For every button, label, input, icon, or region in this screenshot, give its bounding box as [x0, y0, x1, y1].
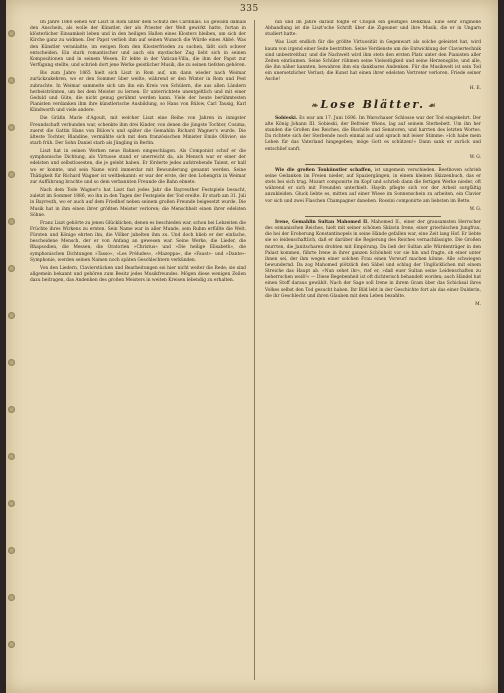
body-paragraph: Franz Liszt gehörte zu jenen Glücklichen, denen es beschieden war, schon bei Lebzeiten die Früchte ihres Wirkens zu ernten. Sein Name war in aller Munde, sein Ruhm erfüllte die Welt. Fürsten und Könige ehrten ihn, die Völker jubelten ihm zu. Und doch blieb er der einfache, bescheidene Mensch, der er von Anfang an gewesen war. Seine Werke, die Lieder, die Rhapsodien, die Messen, die Oratorien »Christus« und »Die heilige Elisabeth«, die symphonischen Dichtungen »Tasso«, »Les Préludes«, »Mazeppa«, die »Faust«- und »Dante«-Symphonie, werden seinen Namen noch späten Geschlechtern verkünden.: [30, 220, 246, 263]
binding-hole: [8, 594, 15, 601]
heading-ornament-right: ☙: [425, 99, 435, 110]
binding-hole: [8, 547, 15, 554]
intro-signature: H. E.: [469, 85, 481, 91]
item-signature: M.: [475, 301, 481, 307]
binding-hole: [8, 453, 15, 460]
binding-hole: [8, 124, 15, 131]
section-heading-text: Lose Blätter.: [320, 97, 425, 111]
intro-paragraph: Was Liszt endlich für die größte Virtuosität in Gegenwart als solche geleistet hat, wird kaum von irgend einer Seite bestritten. Seine Verdienste um die Entwicklung der Claviertechnik sind unbestreitbar, und die Nachwelt wird ihm stets den ersten Platz unter den Pianisten aller Zeiten einräumen. Seine Schüler rühmen seine Vielseitigkeit und seine Herzensgüte, und alle, die ihn näher kannten, bewahren ihm ein dankbares Andenken. Für die Musikwelt ist sein Tod ein unersetzlicher Verlust; die Kunst hat einen ihrer edelsten Vertreter verloren. Friede seiner Asche!: [265, 40, 481, 83]
left-column: [30, 20, 246, 680]
body-paragraph: Von den Liedern, Clavierstücken und Bearbeitungen sei hier nicht weiter die Rede; sie sind allgemein bekannt und gehören zum Besitz jedes Musikfreundes. Mögen diese wenigen Zeilen dazu beitragen, das Andenken des großen Meisters in weiten Kreisen lebendig zu erhalten.: [30, 265, 246, 284]
body-paragraph: Liszt hat in seinen Werken neue Bahnen eingeschlagen. Als Componist schuf er die symphonische Dichtung, als Virtuose stand er unerreicht da, als Mensch war er einer der edelsten und selbstlosesten, die je gelebt haben. Er förderte jedes aufstrebende Talent, er half wo er konnte, und sein Name wird immerdar mit Bewunderung genannt werden. Seine Thätigkeit für Richard Wagner ist weltbekannt: er war der erste, der den Lohengrin in Weimar zur Aufführung brachte und so dem verbannten Freunde die Bahn ebnete.: [30, 149, 246, 185]
binding-hole: [8, 641, 15, 648]
item-separator: [305, 164, 441, 165]
body-paragraph: Bis zum Jahre 1865 hielt sich Liszt in Rom auf, um dann wieder nach Weimar zurückzukehren, wo er den Sommer über weilte, während er den Winter in Rom und Pest zubrachte. In Weimar sammelte sich um ihn ein Kreis von Schülern, die aus allen Ländern herbeiströmten, um bei dem Meister zu lernen. Er unterrichtete unentgeltlich und mit einer Geduld und Güte, die nicht genug gerühmt werden kann. Viele der heute berühmtesten Pianisten verdanken ihm ihre künstlerische Ausbildung, so Hans von Bülow, Carl Tausig, Karl Klindworth und viele andere.: [30, 71, 246, 114]
binding-hole: [8, 359, 15, 366]
column-divider: [254, 20, 255, 680]
binding-hole: [8, 77, 15, 84]
body-paragraph: Nach dem Tode Wagner's hat Liszt fast jedes Jahr die Bayreuther Festspiele besucht, zuletzt im Sommer 1886, wo ihn in den Tagen der Festspiele der Tod ereilte. Er starb am 31. Juli in Bayreuth, wo er auch auf dem Friedhof neben seinem großen Freunde beigesetzt wurde. Die Musik hat in ihm einen ihrer größten Meister verloren; die Menschheit einen ihrer edelsten Söhne.: [30, 188, 246, 218]
item-text: Mahomed II., einer der grausamsten Herrscher des osmanischen Reiches, hielt mit seiner schönen Sklavin Irene, einer griechischen Jungfrau, die bei der Eroberung Konstantinopels in seine Hände gefallen war, eine Zeit lang Hof. Er liebte sie so leidenschaftlich, daß er darüber die Regierung des Reiches vernachlässigte. Die Großen murrten, die Janitscharen drohten mit Empörung. Da ließ der Sultan alle Würdenträger in den Palast kommen, führte Irene in ihrer ganzen Schönheit vor sie hin und fragte, ob einer unter ihnen sei, der ihm wegen einer solchen Frau einen Vorwurf machen könne. Alle schwiegen bewundernd. Da zog Mahomed plötzlich den Säbel und schlug der Unglücklichen mit einem Streiche das Haupt ab. »Nun sehet ihr«, rief er, »daß euer Sultan seine Leidenschaften zu beherrschen weiß!« — Diese Begebenheit ist oft dichterisch behandelt worden; auch Händel hat einen Stoff daraus gewählt. Nach der Sage soll Irene in ihrem Gram über das Schicksal ihres Volkes selbst den Tod gesucht haben. Ihr Bild lebt in der Geschichte fort als das einer Dulderin, die ihr Geschlecht und ihren Glauben mit dem Leben bezahlte.: [265, 219, 481, 299]
binding-hole: [8, 30, 15, 37]
item-separator: [305, 216, 441, 217]
magazine-page: [6, 0, 498, 693]
loose-leaf-item: [265, 220, 481, 300]
right-items: [265, 116, 481, 308]
binding-hole: [8, 312, 15, 319]
item-lead: Irene, Gemahlin Sultan Mahomed II.: [275, 219, 369, 225]
heading-ornament-left: ❧: [311, 99, 321, 110]
item-signature: W. G.: [469, 154, 481, 160]
binding-holes: [6, 0, 20, 693]
binding-hole: [8, 171, 15, 178]
item-lead: Sobieski.: [275, 115, 298, 121]
binding-hole: [8, 218, 15, 225]
page-number: 335: [240, 4, 259, 14]
binding-hole: [8, 406, 15, 413]
body-paragraph: Die Gräfin Marie d'Agoult, mit welcher Liszt eine Reihe von Jahren in innigster Freundschaft verbunden war, schenkte ihm drei Kinder, von denen die jüngste Tochter, Cosima, zuerst die Gattin Hans von Bülow's und später die Gemahlin Richard Wagner's wurde. Die älteste Tochter, Blandine, vermählte sich mit dem französischen Minister Emile Ollivier; sie starb früh. Der Sohn Daniel starb als Jüngling in Berlin.: [30, 116, 246, 146]
item-lead: Wie die großen Tonkünstler schaffen,: [275, 167, 373, 173]
binding-hole: [8, 500, 15, 507]
loose-leaf-item: [265, 168, 481, 205]
body-paragraph: Im Jahre 1860 sehen wir Liszt in Rom unter dem Schutz des Cardinals. Es gewann damals den Anschein, als wolle der Künstler, der als Priester der Welt gewirkt hatte, fortan in klösterlicher Einsamkeit leben und in den heiligen Hallen eines Klosters bleiben, um sich der Kirche ganz zu widmen. Der Papst verlieh ihm auf seinen Wunsch die Würde eines Abbé. Was den Künstler veranlaßte, im ewigen Rom den Klosterfrieden zu suchen, läßt sich schwer entscheiden. Ein stark romantischer und auch ein mystischer Zug liebt sich in seinen Kompositionen und in seinem Wesen. Er lebte in der Vatican-Villa, die ihm der Papst zur Verfügung stellte, und schrieb dort jene Werke geistlicher Musik, die zu seinen tiefsten gehören.: [30, 20, 246, 69]
intro-paragraph: hin und im Jahre darauf folgte er Chopin ein geistiges Denkmal. Eine sehr originelle Abhandlung ist die Liszt'sche Schrift über die Zigeuner und ihre Musik, die er in Ungarn studiert hatte.: [265, 20, 481, 38]
right-intro: [265, 20, 481, 84]
section-heading: [265, 98, 481, 112]
binding-hole: [8, 265, 15, 272]
loose-leaf-item: [265, 116, 481, 153]
item-text: ist ungemein verschieden. Beethoven schrieb seine Gedanken im Freien nieder, auf Spaziergängen, in einem kleinen Skizzenbuch, das er stets bei sich trug. Mozart componirte im Kopf und schrieb dann die fertigen Werke nieder, oft während er sich mit Freunden unterhielt. Haydn pflegte sich vor der Arbeit sorgfältig anzukleiden. Gluck liebte es, mitten auf einer Wiese im Sonnenschein zu arbeiten, ein Clavier vor sich und zwei Flaschen Champagner daneben. Rossini componirte am liebsten im Bette.: [265, 167, 481, 204]
item-signature: W. G.: [469, 206, 481, 212]
right-column: [265, 20, 481, 680]
item-text: Es war am 17. Juni 1696. Im Warschauer Schlosse war der Tod eingekehrt. Der alte König Johann III. Sobieski, der Befreier Wiens, lag auf seinem Sterbebett. Um ihn her standen die Großen des Reiches, die Bischöfe und Senatoren, und harrten des letzten Wortes. Da richtete sich der Sterbende noch einmal auf und sprach mit leiser Stimme: »Ich habe mein Leben für das Vaterland hingegeben; möge Gott es schützen!« Dann sank er zurück und entschlief sanft.: [265, 115, 481, 152]
